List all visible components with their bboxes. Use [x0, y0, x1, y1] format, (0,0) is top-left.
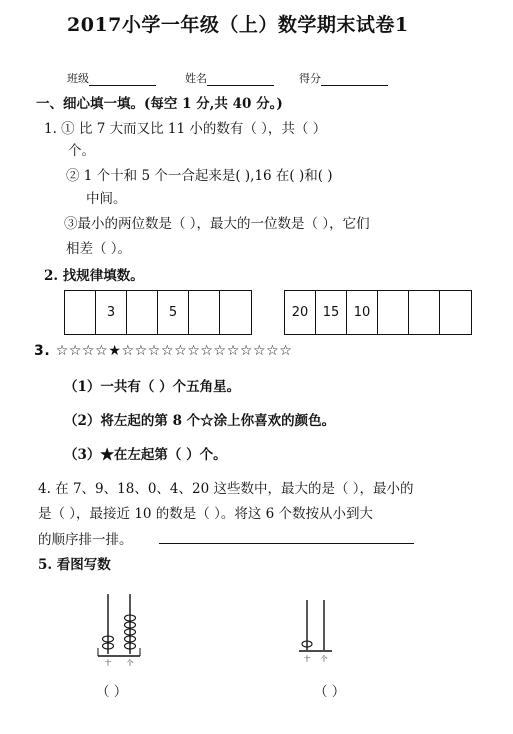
- name-blank[interactable]: [207, 73, 274, 86]
- q1-line1: 1. ① 比 7 大而又比 11 小的数有（ ），共（ ）: [44, 121, 327, 137]
- q1-line6: 相差（ ）。: [66, 241, 132, 257]
- abacus-1-tens-label: 十: [104, 659, 112, 667]
- abacus-1-answer[interactable]: （ ）: [96, 684, 128, 700]
- q5-label: 5. 看图写数: [38, 557, 111, 573]
- pattern-cell[interactable]: [378, 291, 409, 334]
- pattern-cell[interactable]: [65, 291, 96, 334]
- pattern-cell[interactable]: [220, 291, 251, 334]
- q2-label: 2. 找规律填数。: [44, 268, 144, 284]
- score-label: 得分: [299, 72, 321, 85]
- pattern-cell: 10: [347, 291, 378, 334]
- pattern-cell[interactable]: [409, 291, 440, 334]
- pattern-box-left: [64, 290, 252, 335]
- pattern-cell: 5: [158, 291, 189, 334]
- q1-line2: 个。: [68, 143, 95, 159]
- name-label: 姓名: [185, 72, 207, 85]
- page-title: 2017小学一年级（上）数学期末试卷1: [67, 14, 409, 36]
- abacus-2-tens-label: 十: [303, 655, 311, 663]
- pattern-box-right: [284, 290, 472, 335]
- q3-stars-row: 3. ☆☆☆☆★☆☆☆☆☆☆☆☆☆☆☆☆☆: [34, 343, 293, 359]
- q4-line3: 的顺序排一排。: [38, 532, 133, 548]
- q4-answer-line[interactable]: [159, 543, 414, 544]
- q4-line2: 是（ ），最接近 10 的数是（ ）。将这 6 个数按从小到大: [38, 506, 374, 522]
- pattern-cell: 20: [285, 291, 316, 334]
- q1-line5: ③最小的两位数是（ ），最大的一位数是（ ），它们: [64, 216, 370, 232]
- info-row: [67, 70, 388, 86]
- score-blank[interactable]: [321, 73, 388, 86]
- pattern-cell[interactable]: [440, 291, 471, 334]
- pattern-cell: 15: [316, 291, 347, 334]
- class-blank[interactable]: [89, 73, 156, 86]
- pattern-cell[interactable]: [127, 291, 158, 334]
- q3-part3: （3）★在左起第（ ）个。: [64, 447, 227, 463]
- q4-line1: 4. 在 7、9、18、0、4、20 这些数中，最大的是（ ），最小的: [38, 481, 414, 497]
- abacus-2-answer[interactable]: （ ）: [314, 684, 346, 700]
- pattern-cell: 3: [96, 291, 127, 334]
- abacus-2-ones-label: 个: [320, 655, 328, 663]
- q1-line3: ② 1 个十和 5 个一合起来是( ),16 在( )和( ): [66, 168, 333, 184]
- section1-heading: 一、细心填一填。(每空 1 分,共 40 分。): [36, 96, 283, 112]
- abacus-1-ones-label: 个: [126, 659, 134, 667]
- q1-line4: 中间。: [86, 191, 127, 207]
- abacus-1: [92, 588, 148, 668]
- q3-part2: （2）将左起的第 8 个☆涂上你喜欢的颜色。: [64, 413, 336, 429]
- class-label: 班级: [67, 72, 89, 85]
- abacus-2: [294, 596, 338, 666]
- q3-part1: （1）一共有（ ）个五角星。: [64, 379, 241, 395]
- pattern-cell[interactable]: [189, 291, 220, 334]
